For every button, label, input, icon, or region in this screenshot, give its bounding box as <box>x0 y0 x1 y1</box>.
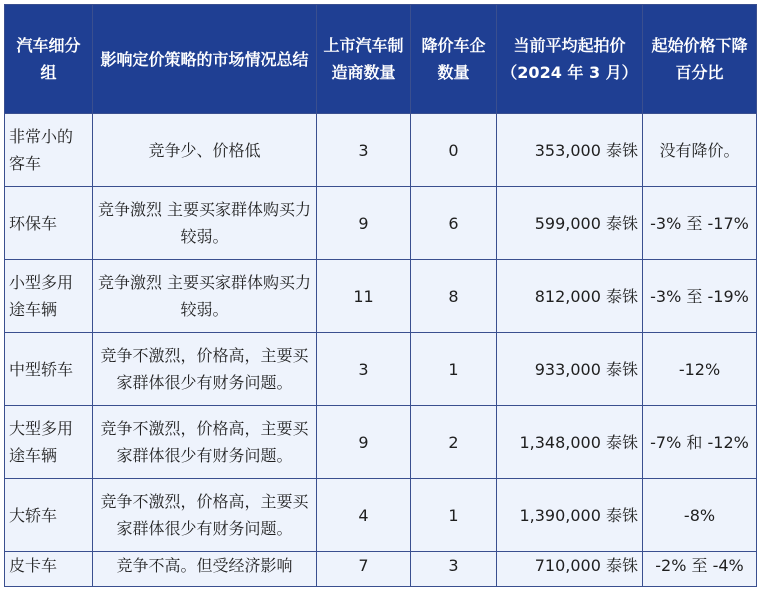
cell-makers: 9 <box>317 406 411 479</box>
cell-price: 710,000 泰铢 <box>497 552 643 587</box>
cell-drop: -12% <box>643 333 757 406</box>
cell-segment: 大轿车 <box>5 479 93 552</box>
table-row <box>5 552 757 587</box>
cell-segment: 中型轿车 <box>5 333 93 406</box>
cell-segment: 环保车 <box>5 187 93 260</box>
cell-makers: 11 <box>317 260 411 333</box>
cell-market: 竞争不激烈，价格高，主要买家群体很少有财务问题。 <box>93 406 317 479</box>
cell-drop: -2% 至 -4% <box>643 552 757 587</box>
cell-market: 竞争激烈 主要买家群体购买力较弱。 <box>93 260 317 333</box>
cell-price: 812,000 泰铢 <box>497 260 643 333</box>
cell-makers: 9 <box>317 187 411 260</box>
table-row <box>5 406 757 479</box>
cell-makers: 7 <box>317 552 411 587</box>
cell-market: 竞争激烈 主要买家群体购买力较弱。 <box>93 187 317 260</box>
header-segment: 汽车细分组 <box>5 5 93 114</box>
cell-drop: 没有降价。 <box>643 114 757 187</box>
header-row <box>5 5 757 114</box>
cell-market: 竞争少、价格低 <box>93 114 317 187</box>
cell-makers: 3 <box>317 114 411 187</box>
cell-drop: -8% <box>643 479 757 552</box>
header-avg-price: 当前平均起拍价（2024 年 3 月） <box>497 5 643 114</box>
cell-segment: 小型多用途车辆 <box>5 260 93 333</box>
cell-cutters: 0 <box>411 114 497 187</box>
cell-market: 竞争不高。但受经济影响 <box>93 552 317 587</box>
cell-market: 竞争不激烈，价格高，主要买家群体很少有财务问题。 <box>93 479 317 552</box>
cell-drop: -3% 至 -17% <box>643 187 757 260</box>
cell-price: 1,390,000 泰铢 <box>497 479 643 552</box>
cell-price: 353,000 泰铢 <box>497 114 643 187</box>
header-market-summary: 影响定价策略的市场情况总结 <box>93 5 317 114</box>
table-row <box>5 187 757 260</box>
cell-price: 1,348,000 泰铢 <box>497 406 643 479</box>
cell-cutters: 3 <box>411 552 497 587</box>
table-row <box>5 260 757 333</box>
header-price-drop: 起始价格下降百分比 <box>643 5 757 114</box>
table-row <box>5 479 757 552</box>
header-makers: 上市汽车制造商数量 <box>317 5 411 114</box>
cell-segment: 大型多用途车辆 <box>5 406 93 479</box>
cell-cutters: 1 <box>411 479 497 552</box>
pricing-table <box>4 4 757 587</box>
cell-segment: 非常小的客车 <box>5 114 93 187</box>
cell-makers: 3 <box>317 333 411 406</box>
cell-market: 竞争不激烈，价格高，主要买家群体很少有财务问题。 <box>93 333 317 406</box>
cell-cutters: 6 <box>411 187 497 260</box>
cell-price: 599,000 泰铢 <box>497 187 643 260</box>
cell-price: 933,000 泰铢 <box>497 333 643 406</box>
cell-makers: 4 <box>317 479 411 552</box>
cell-cutters: 2 <box>411 406 497 479</box>
cell-drop: -7% 和 -12% <box>643 406 757 479</box>
header-price-cutters: 降价车企数量 <box>411 5 497 114</box>
cell-cutters: 1 <box>411 333 497 406</box>
table-row <box>5 333 757 406</box>
cell-cutters: 8 <box>411 260 497 333</box>
cell-drop: -3% 至 -19% <box>643 260 757 333</box>
cell-segment: 皮卡车 <box>5 552 93 587</box>
table-row <box>5 114 757 187</box>
